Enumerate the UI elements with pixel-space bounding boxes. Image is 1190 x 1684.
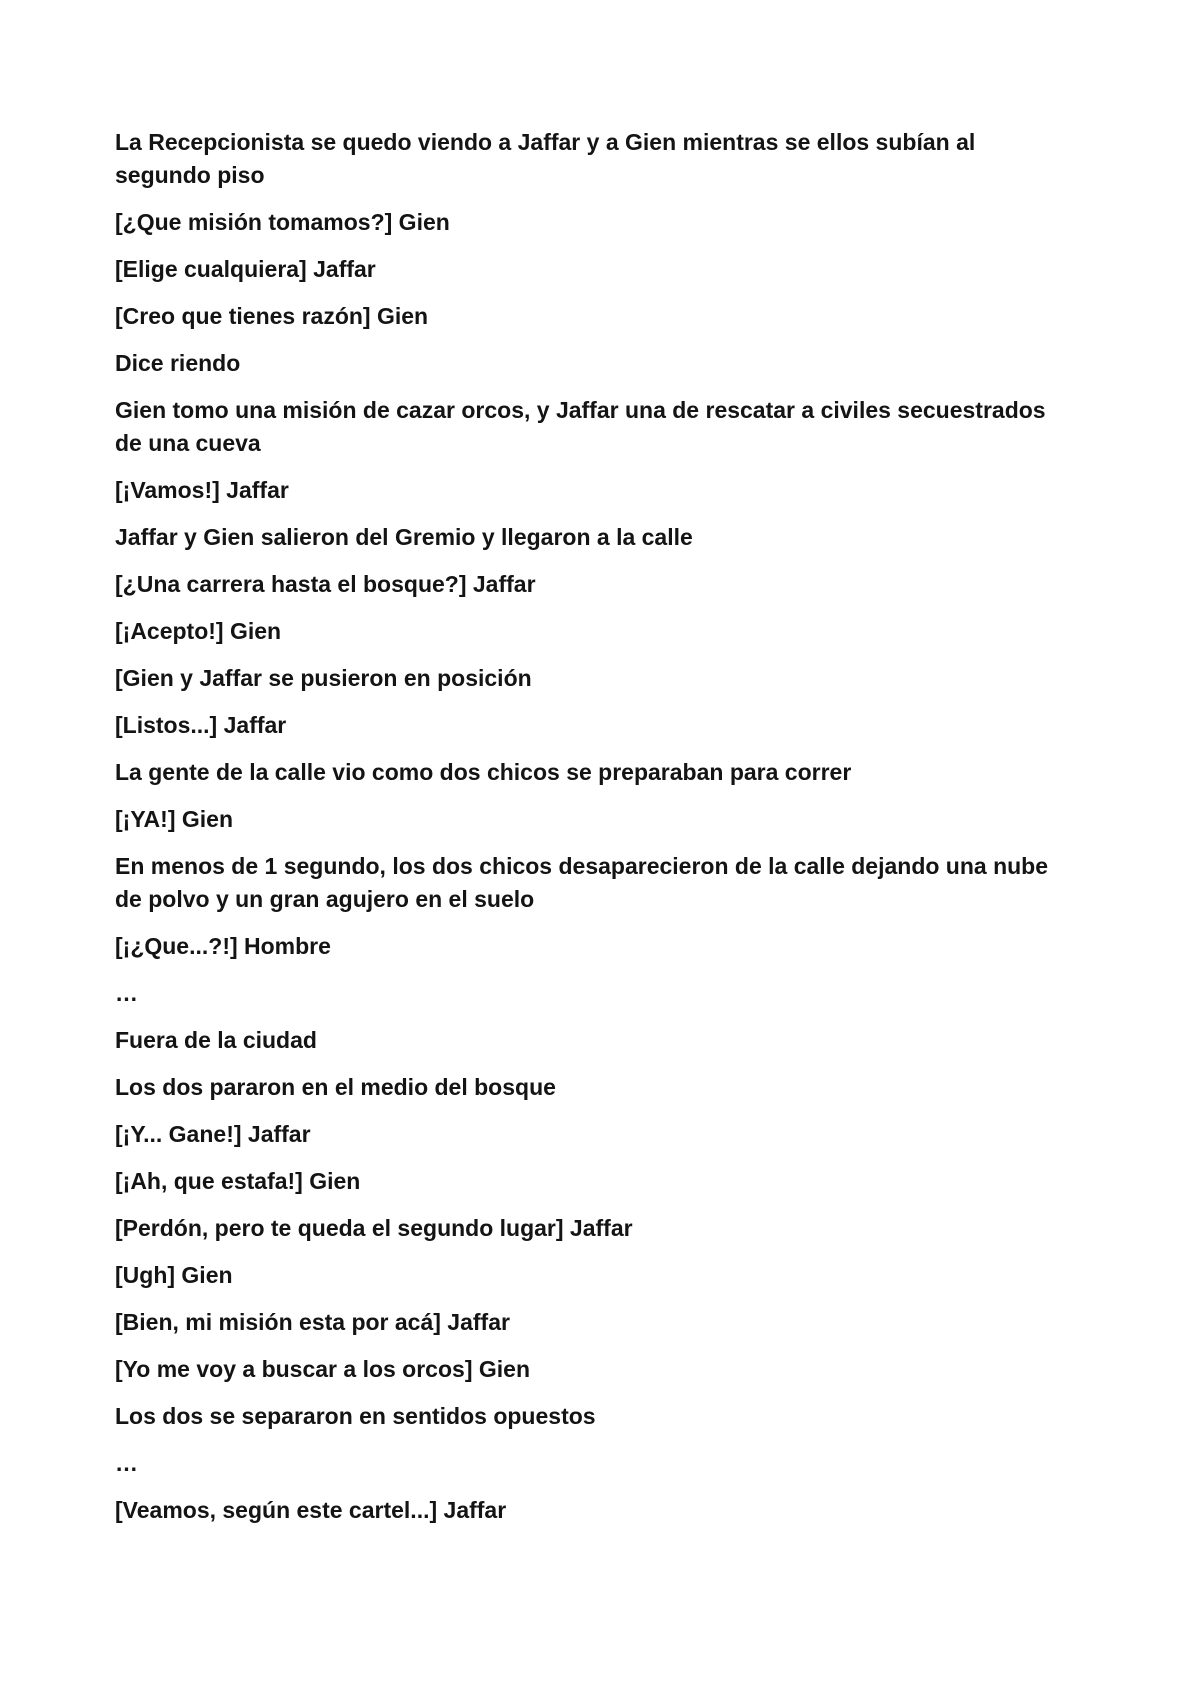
paragraph-25: [Yo me voy a buscar a los orcos] Gien (115, 1356, 530, 1382)
document-body (115, 126, 1055, 1541)
paragraph-21: [¡Ah, que estafa!] Gien (115, 1168, 361, 1194)
paragraph-27: … (115, 1450, 138, 1476)
paragraph-3: [Elige cualquiera] Jaffar (115, 256, 376, 282)
paragraph-11: [Gien y Jaffar se pusieron en posición (115, 665, 532, 691)
paragraph-9: [¿Una carrera hasta el bosque?] Jaffar (115, 571, 536, 597)
paragraph-8: Jaffar y Gien salieron del Gremio y llegaron a la calle (115, 524, 693, 550)
paragraph-13: La gente de la calle vio como dos chicos se preparaban para correr (115, 759, 852, 785)
paragraph-4: [Creo que tienes razón] Gien (115, 303, 429, 329)
paragraph-24: [Bien, mi misión esta por acá] Jaffar (115, 1309, 510, 1335)
paragraph-17: … (115, 980, 138, 1006)
paragraph-2: [¿Que misión tomamos?] Gien (115, 209, 450, 235)
paragraph-6: Gien tomo una misión de cazar orcos, y Jaffar una de rescatar a civiles secuestrados de una cueva (115, 397, 1046, 456)
paragraph-7: [¡Vamos!] Jaffar (115, 477, 289, 503)
paragraph-5: Dice riendo (115, 350, 241, 376)
paragraph-15: En menos de 1 segundo, los dos chicos desaparecieron de la calle dejando una nube de polvo y un gran agujero en el suelo (115, 853, 1049, 912)
paragraph-20: [¡Y... Gane!] Jaffar (115, 1121, 311, 1147)
paragraph-18: Fuera de la ciudad (115, 1027, 317, 1053)
paragraph-14: [¡YA!] Gien (115, 806, 233, 832)
paragraph-26: Los dos se separaron en sentidos opuestos (115, 1403, 596, 1429)
paragraph-22: [Perdón, pero te queda el segundo lugar] Jaffar (115, 1215, 633, 1241)
paragraph-19: Los dos pararon en el medio del bosque (115, 1074, 556, 1100)
paragraph-10: [¡Acepto!] Gien (115, 618, 282, 644)
paragraph-23: [Ugh] Gien (115, 1262, 233, 1288)
paragraph-16: [¡¿Que...?!] Hombre (115, 933, 331, 959)
paragraph-28: [Veamos, según este cartel...] Jaffar (115, 1497, 507, 1523)
paragraph-1: La Recepcionista se quedo viendo a Jaffar y a Gien mientras se ellos subían al segundo piso (115, 129, 976, 188)
paragraph-12: [Listos...] Jaffar (115, 712, 287, 738)
